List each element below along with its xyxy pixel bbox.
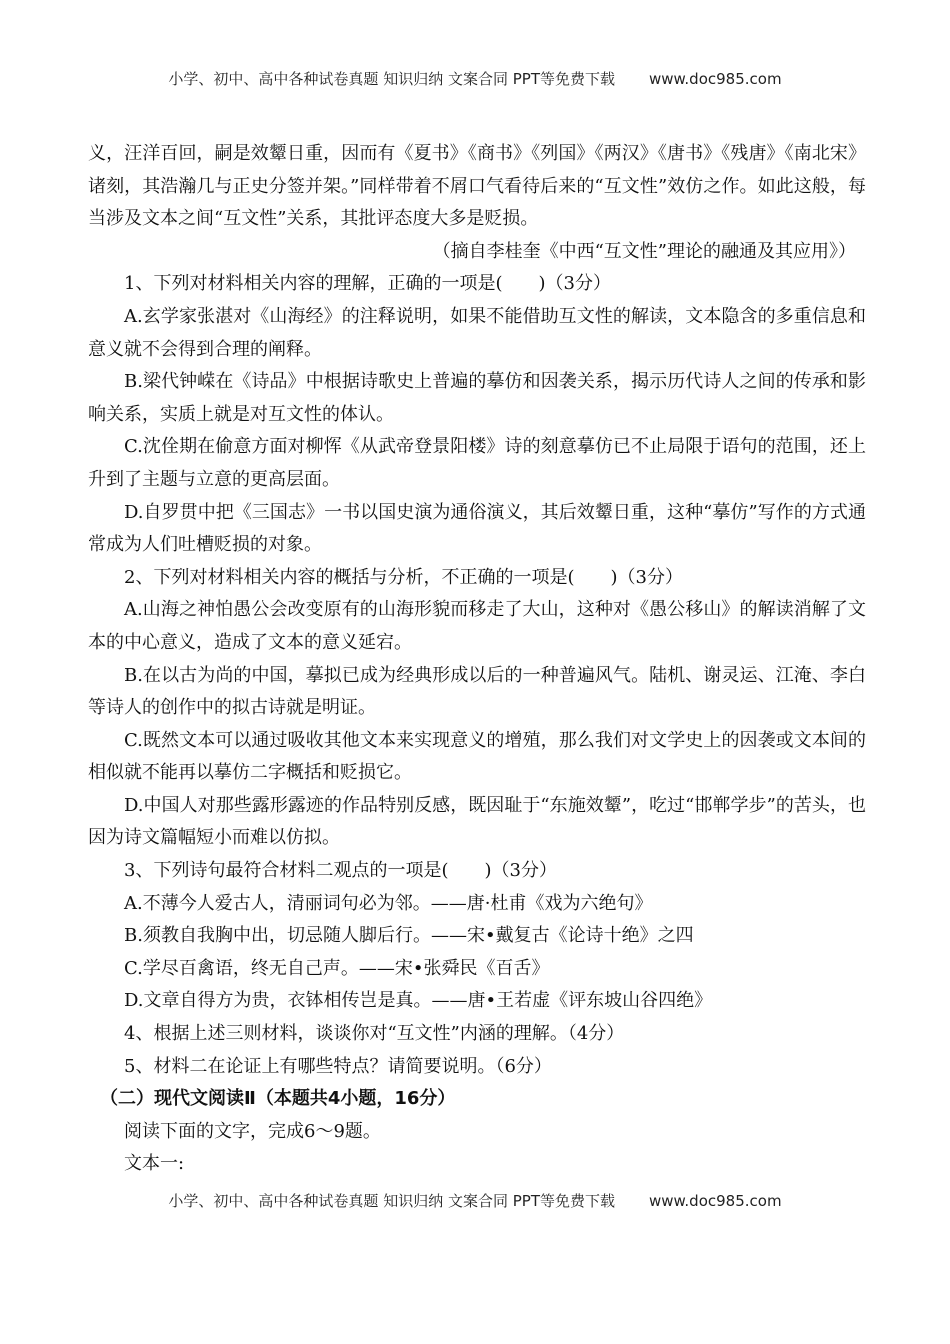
question-1-option-a: A.玄学家张湛对《山海经》的注释说明，如果不能借助互文性的解读，文本隐含的多重信息和意义就不会得到合理的阐释。 bbox=[88, 305, 866, 360]
passage-end: 义，汪洋百回，嗣是效颦日重，因而有《夏书》《商书》《列国》《两汉》《唐书》《残唐》《南北宋》诸刻，其浩瀚几与正史分签并架。”同样带着不屑口气看待后来的“互文性”效仿之作。如此这般，每当涉及文本之间“互文性”关系，其批评态度大多是贬损。 bbox=[88, 143, 866, 230]
question-4-stem: 4、根据上述三则材料，谈谈你对“互文性”内涵的理解。（4分） bbox=[124, 1023, 625, 1045]
question-3-option-b: B.须教自我胸中出，切忌随人脚后行。——宋•戴复古《论诗十绝》之四 bbox=[124, 925, 694, 947]
footer-site-link[interactable]: www.doc985.com bbox=[648, 1192, 782, 1210]
footer-banner-text: 小学、初中、高中各种试卷真题 知识归纳 文案合同 PPT等免费下载 bbox=[168, 1192, 615, 1210]
document-body bbox=[88, 138, 866, 1181]
question-3-option-c: C.学尽百禽语，终无自己声。——宋•张舜民《百舌》 bbox=[124, 957, 550, 979]
passage-source: （摘自李桂奎《中西“互文性”理论的融通及其应用》） bbox=[432, 240, 856, 262]
question-2-option-b: B.在以古为尚的中国，摹拟已成为经典形成以后的一种普遍风气。陆机、谢灵运、江淹、李白等诗人的创作中的拟古诗就是明证。 bbox=[88, 664, 866, 719]
question-1-option-b: B.梁代钟嵘在《诗品》中根据诗歌史上普遍的摹仿和因袭关系，揭示历代诗人之间的传承和影响关系，实质上就是对互文性的体认。 bbox=[88, 371, 866, 425]
reading-instruction: 阅读下面的文字，完成6～9题。 bbox=[124, 1120, 381, 1142]
section-heading: （二）现代文阅读Ⅱ（本题共4小题，16分） bbox=[100, 1088, 456, 1110]
question-2-option-d: D.中国人对那些露形露迹的作品特别反感，既因耻于“东施效颦”，吃过“邯郸学步”的苦头，也因为诗文篇幅短小而难以仿拟。 bbox=[88, 794, 866, 849]
question-3-option-a: A.不薄今人爱古人，清丽词句必为邻。——唐·杜甫《戏为六绝句》 bbox=[124, 892, 653, 914]
text-one-label: 文本一: bbox=[124, 1153, 185, 1175]
question-1-option-c: C.沈佺期在偷意方面对柳恽《从武帝登景阳楼》诗的刻意摹仿已不止局限于语句的范围，还上升到了主题与立意的更高层面。 bbox=[88, 436, 866, 490]
question-1-option-d: D.自罗贯中把《三国志》一书以国史演为通俗演义，其后效颦日重，这种“摹仿”写作的方式通常成为人们吐槽贬损的对象。 bbox=[88, 501, 866, 556]
question-2-option-a: A.山海之神怕愚公会改变原有的山海形貌而移走了大山，这种对《愚公移山》的解读消解了文本的中心意义，造成了文本的意义延宕。 bbox=[88, 599, 866, 653]
question-2-option-c: C.既然文本可以通过吸收其他文本来实现意义的增殖，那么我们对文学史上的因袭或文本间的相似就不能再以摹仿二字概括和贬损它。 bbox=[88, 729, 866, 784]
header-banner bbox=[0, 68, 950, 89]
footer-banner bbox=[0, 1190, 950, 1211]
question-2-stem: 2、下列对材料相关内容的概括与分析，不正确的一项是( )（3分） bbox=[124, 566, 683, 588]
question-1-stem: 1、下列对材料相关内容的理解，正确的一项是( )（3分） bbox=[124, 273, 611, 295]
question-3-stem: 3、下列诗句最符合材料二观点的一项是( )（3分） bbox=[124, 860, 557, 882]
banner-site-link[interactable]: www.doc985.com bbox=[648, 70, 782, 88]
question-3-option-d: D.文章自得方为贵，衣钵相传岂是真。——唐•王若虚《评东坡山谷四绝》 bbox=[124, 990, 713, 1012]
banner-text: 小学、初中、高中各种试卷真题 知识归纳 文案合同 PPT等免费下载 bbox=[168, 70, 615, 88]
question-5-stem: 5、材料二在论证上有哪些特点？请简要说明。（6分） bbox=[124, 1055, 552, 1077]
